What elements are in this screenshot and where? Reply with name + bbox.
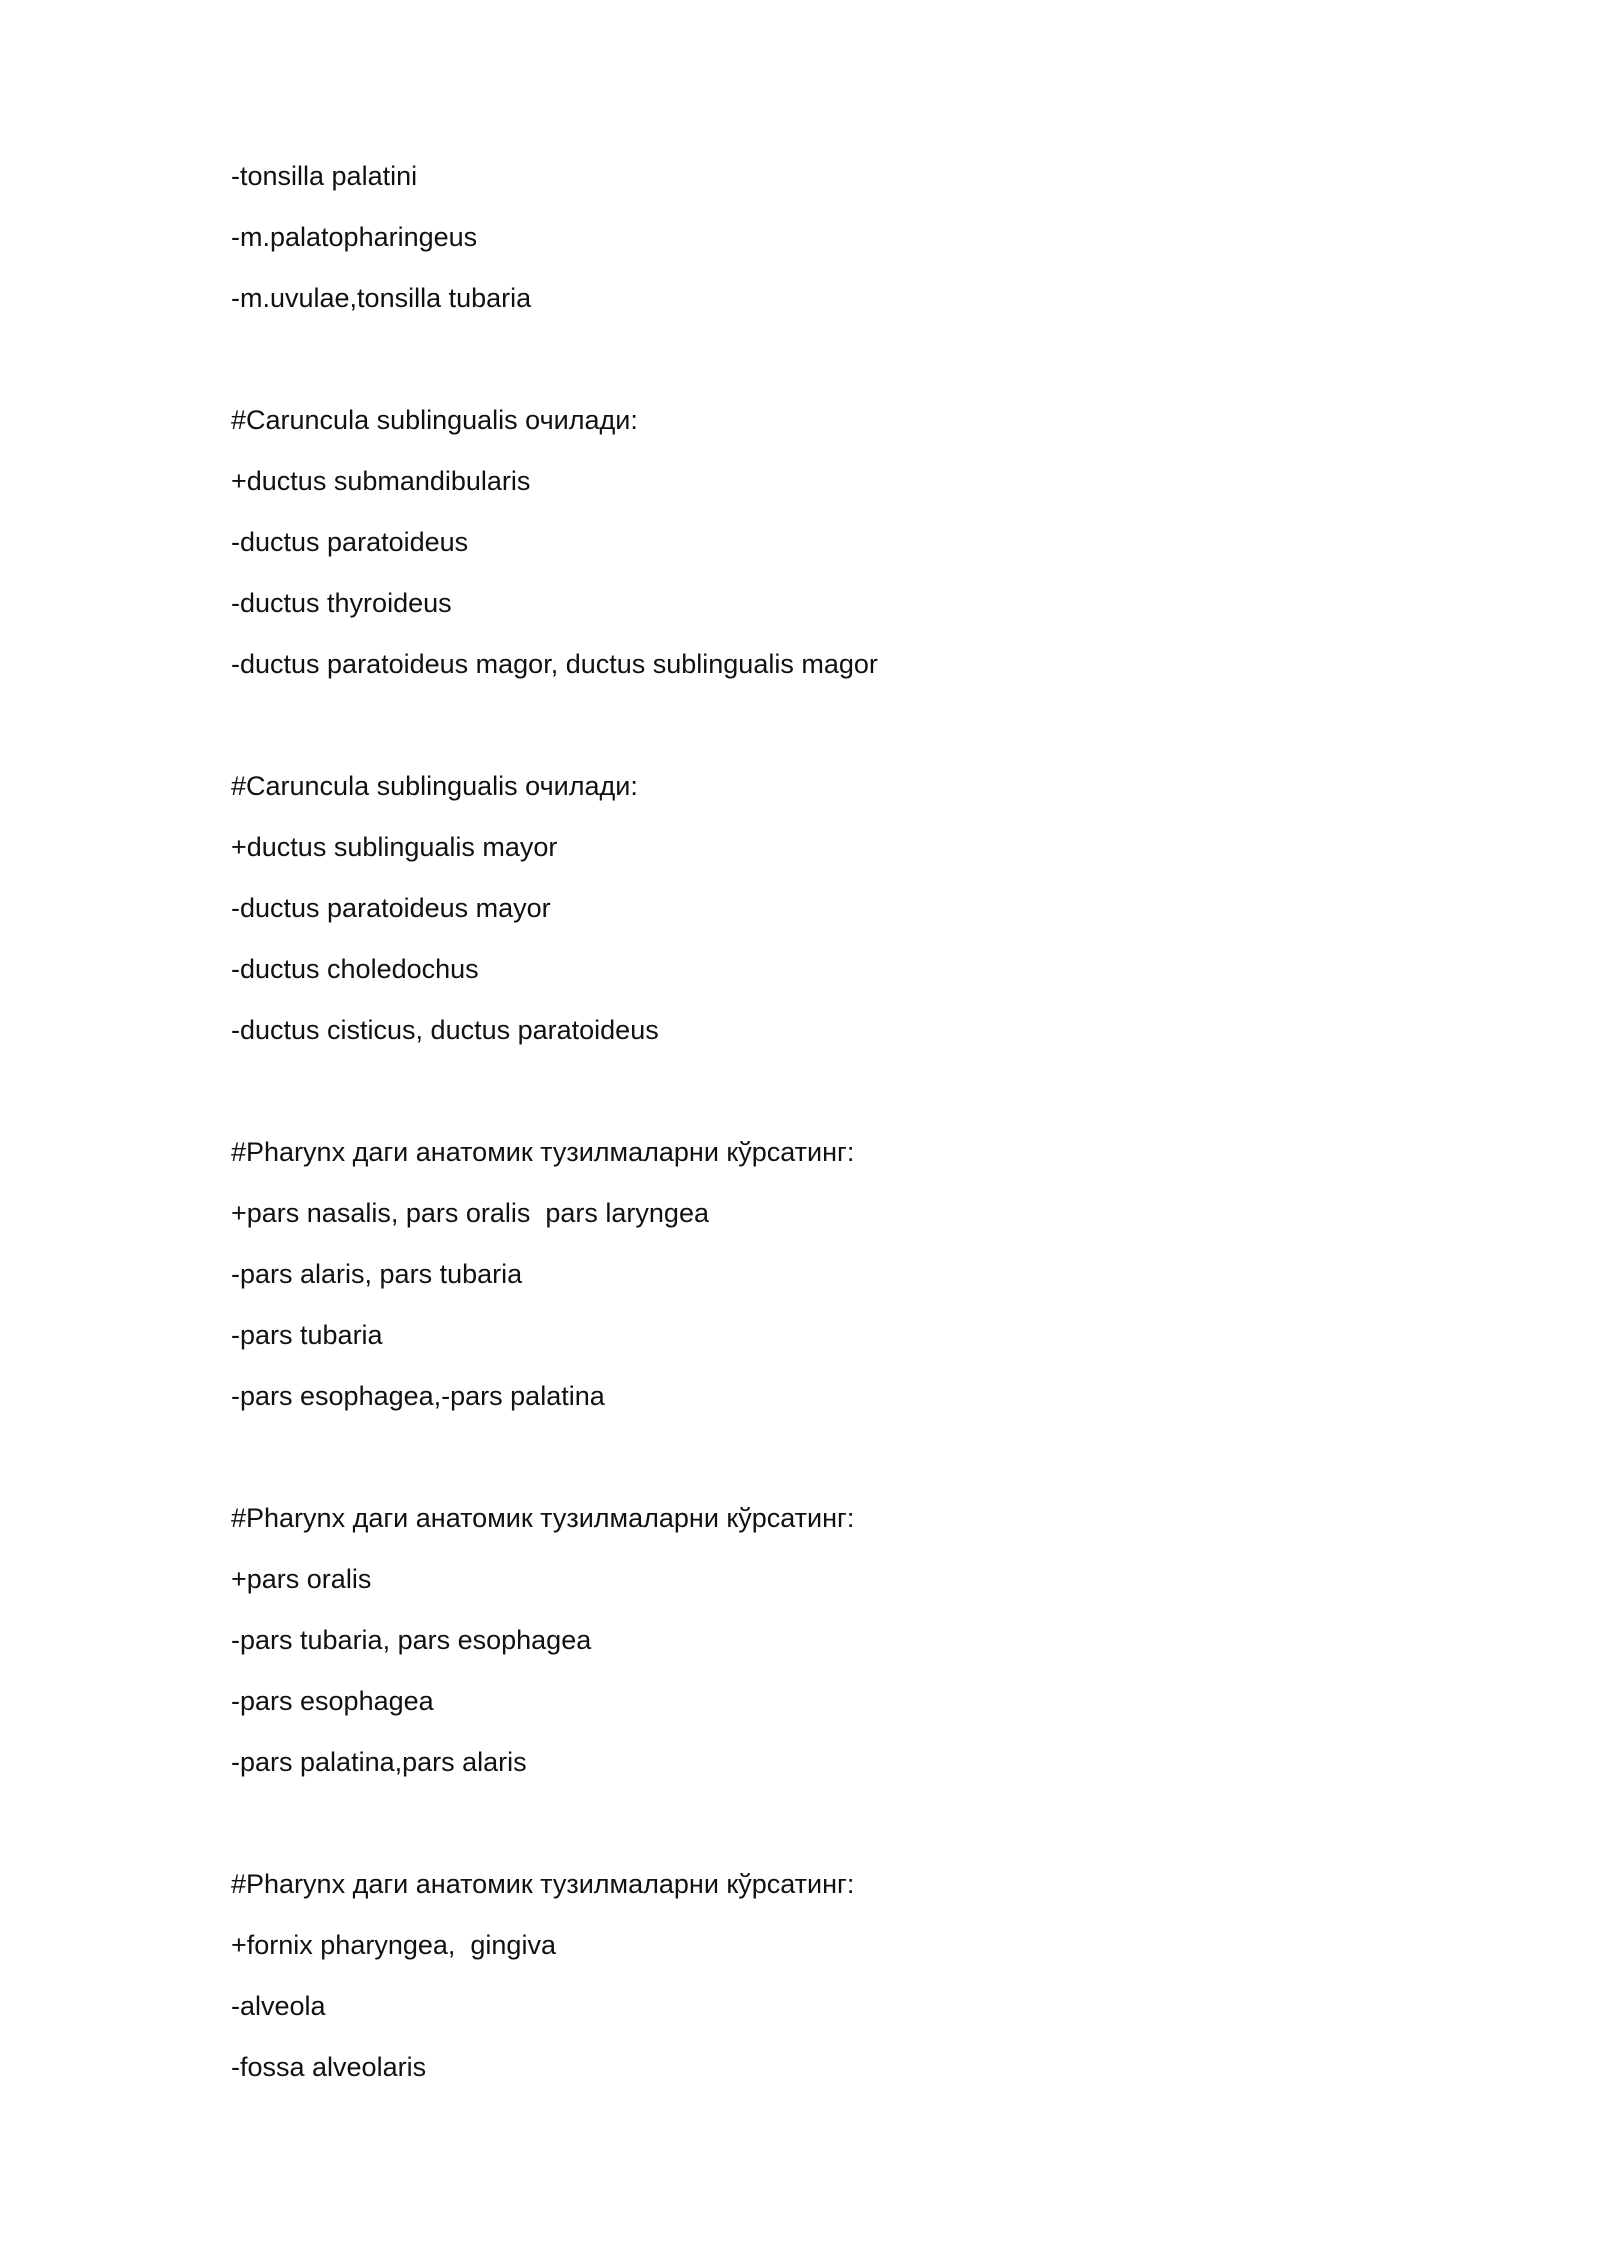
blank-line [231, 1061, 1431, 1122]
correct-answer: +pars nasalis, pars oralis pars laryngea [231, 1198, 709, 1228]
question-heading: #Pharynx даги анатомик тузилмаларни кўрсатинг: [231, 1503, 855, 1533]
answer-option: -ductus paratoideus [231, 527, 469, 557]
question-heading: #Caruncula sublingualis очилади: [231, 771, 638, 801]
answer-option: -fossa alveolaris [231, 2052, 427, 2082]
answer-option: -pars palatina,pars alaris [231, 1747, 527, 1777]
blank-line [231, 1793, 1431, 1854]
answer-option: -ductus choledochus [231, 954, 479, 984]
answer-option: -m.palatopharingeus [231, 222, 478, 252]
blank-line [231, 1427, 1431, 1488]
answer-option: -ductus cisticus, ductus paratoideus [231, 1015, 659, 1045]
answer-option: -tonsilla palatini [231, 161, 418, 191]
correct-answer: +ductus sublingualis mayor [231, 832, 558, 862]
document-body [231, 146, 1431, 2098]
answer-option: -ductus thyroideus [231, 588, 452, 618]
answer-option: -pars tubaria [231, 1320, 383, 1350]
question-heading: #Caruncula sublingualis очилади: [231, 405, 638, 435]
correct-answer: +ductus submandibularis [231, 466, 531, 496]
answer-option: -pars esophagea,-pars palatina [231, 1381, 605, 1411]
answer-option: -pars esophagea [231, 1686, 434, 1716]
answer-option: -alveola [231, 1991, 326, 2021]
answer-option: -pars tubaria, pars esophagea [231, 1625, 592, 1655]
correct-answer: +pars oralis [231, 1564, 372, 1594]
correct-answer: +fornix pharyngea, gingiva [231, 1930, 556, 1960]
blank-line [231, 695, 1431, 756]
question-heading: #Pharynx даги анатомик тузилмаларни кўрсатинг: [231, 1869, 855, 1899]
answer-option: -ductus paratoideus mayor [231, 893, 551, 923]
answer-option: -pars alaris, pars tubaria [231, 1259, 523, 1289]
blank-line [231, 329, 1431, 390]
question-heading: #Pharynx даги анатомик тузилмаларни кўрсатинг: [231, 1137, 855, 1167]
answer-option: -ductus paratoideus magor, ductus sublingualis magor [231, 649, 878, 679]
answer-option: -m.uvulae,tonsilla tubaria [231, 283, 532, 313]
